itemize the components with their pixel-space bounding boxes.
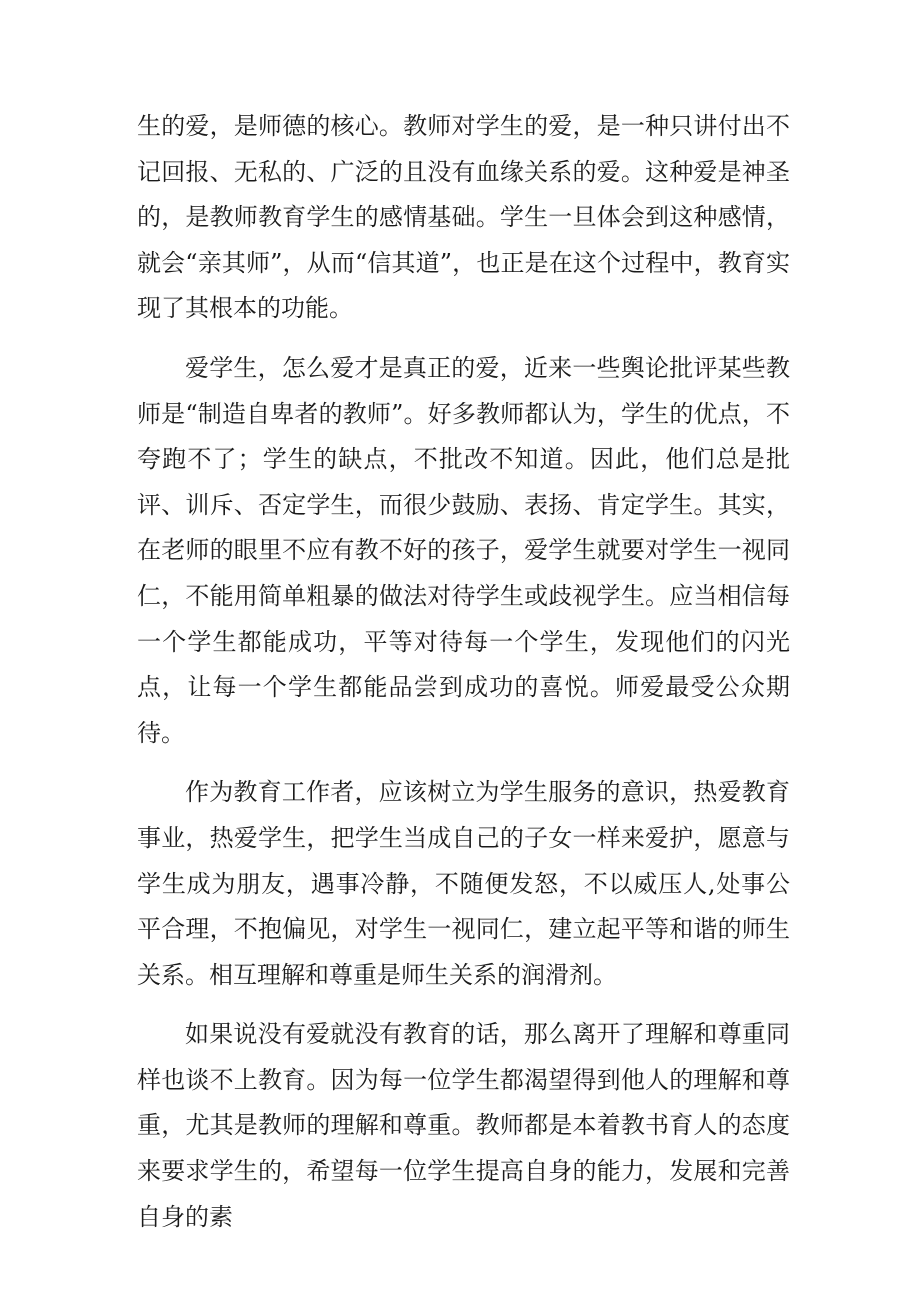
paragraph-1: 生的爱，是师德的核心。教师对学生的爱，是一种只讲付出不记回报、无私的、广泛的且没有血缘关系的爱。这种爱是神圣的，是教师教育学生的感情基础。学生一旦体会到这种感情，就会“亲其师”，从而“信其道”，也正是在这个过程中，教育实现了其根本的功能。 bbox=[137, 112, 790, 323]
paragraph-2: 爱学生，怎么爱才是真正的爱，近来一些舆论批评某些教师是“制造自卑者的教师”。好多教师都认为，学生的优点，不夸跑不了；学生的缺点，不批改不知道。因此，他们总是批评、训斥、否定学生，而很少鼓励、表扬、肯定学生。其实，在老师的眼里不应有教不好的孩子，爱学生就要对学生一视同仁，不能用简单粗暴的做法对待学生或歧视学生。应当相信每一个学生都能成功，平等对待每一个学生，发现他们的闪光点，让每一个学生都能品尝到成功的喜悦。师爱最受公众期待。 bbox=[137, 353, 790, 747]
document-body bbox=[137, 104, 790, 1254]
paragraph-3: 作为教育工作者，应该树立为学生服务的意识，热爱教育事业，热爱学生，把学生当成自己的子女一样来爱护，愿意与学生成为朋友，遇事冷静，不随便发怒，不以威压人,处事公平合理，不抱偏见，对学生一视同仁，建立起平等和谐的师生关系。相互理解和尊重是师生关系的润滑剂。 bbox=[137, 778, 790, 989]
paragraph-4: 如果说没有爱就没有教育的话，那么离开了理解和尊重同样也谈不上教育。因为每一位学生都渴望得到他人的理解和尊重，尤其是教师的理解和尊重。教师都是本着教书育人的态度来要求学生的，希望每一位学生提高自身的能力，发展和完善自身的素 bbox=[137, 1020, 790, 1231]
